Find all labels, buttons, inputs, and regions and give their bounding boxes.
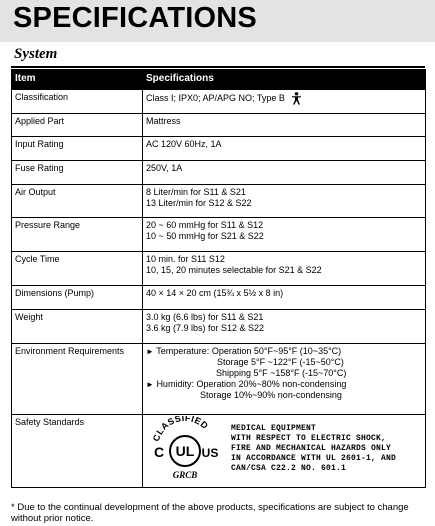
column-header-item: Item (12, 70, 143, 90)
ul-mark-bottom-text: GRCB (172, 470, 198, 480)
value-line: 8 Liter/min for S11 & S21 (146, 187, 246, 197)
temperature-storage: Storage 5°F ~122°F (-15~50°C) (217, 357, 344, 367)
humidity-line (146, 379, 422, 390)
table-row (12, 286, 426, 310)
ul-mark-center-text: UL (175, 443, 195, 459)
table-row (12, 114, 426, 137)
value-line: 10, 15, 20 minutes selectable for S21 & S22 (146, 265, 322, 275)
temperature-shipping: Shipping 5°F ~158°F (-15~70°C) (216, 368, 347, 378)
row-label: Pressure Range (12, 218, 143, 252)
table-row (12, 137, 426, 161)
ul-mark-right-text: US (201, 446, 219, 460)
row-value: Mattress (143, 114, 426, 137)
row-label: Applied Part (12, 114, 143, 137)
row-value: AC 120V 60Hz, 1A (143, 137, 426, 161)
row-value: 40 × 14 × 20 cm (15¾ x 5½ x 8 in) (143, 286, 426, 310)
row-label: Weight (12, 310, 143, 344)
row-value (143, 415, 426, 488)
cert-line: IN ACCORDANCE WITH UL 2601-1, AND (231, 454, 397, 463)
ul-mark-top-text: CLASSIFIED (150, 416, 211, 443)
temperature-line (146, 346, 422, 357)
row-label: Cycle Time (12, 252, 143, 286)
humidity-label: Humidity: (156, 379, 194, 389)
row-label: Safety Standards (12, 415, 143, 488)
cert-line: FIRE AND MECHANICAL HAZARDS ONLY (231, 444, 392, 453)
row-label: Classification (12, 90, 143, 114)
humidity-operation: Operation 20%~80% non-condensing (196, 379, 347, 389)
column-header-specifications: Specifications (143, 70, 426, 90)
ul-mark-left-text: C (153, 444, 165, 460)
section-divider (11, 66, 425, 68)
bullet-arrow-icon: ► (146, 347, 154, 356)
section-title: System (14, 46, 58, 62)
table-row (12, 218, 426, 252)
specifications-table (11, 69, 426, 488)
temperature-operation: Operation 50°F~95°F (10~35°C) (211, 346, 342, 356)
value-line: 3.0 kg (6.6 lbs) for S11 & S21 (146, 312, 264, 322)
row-value: 250V, 1A (143, 161, 426, 185)
classification-value: Class I; IPX0; AP/APG NO; Type B (146, 93, 285, 103)
row-label: Fuse Rating (12, 161, 143, 185)
table-row (12, 415, 426, 488)
value-line: 20 ~ 60 mmHg for S11 & S12 (146, 220, 264, 230)
table-row (12, 344, 426, 415)
value-line: 10 min. for S11 S12 (146, 254, 225, 264)
cert-line: MEDICAL EQUIPMENT (231, 424, 317, 433)
value-line: 13 Liter/min for S12 & S22 (146, 198, 252, 208)
table-row (12, 310, 426, 344)
table-row (12, 161, 426, 185)
row-value (143, 252, 426, 286)
ul-classified-logo (146, 416, 224, 485)
row-label: Dimensions (Pump) (12, 286, 143, 310)
ul-certification-text (231, 424, 396, 474)
svg-text:CLASSIFIED (151, 416, 210, 443)
value-line: 10 ~ 50 mmHg for S21 & S22 (146, 231, 264, 241)
humidity-storage: Storage 10%~90% non-condensing (200, 390, 342, 400)
row-label: Air Output (12, 185, 143, 218)
cert-line: CAN/CSA C22.2 NO. 601.1 (231, 464, 347, 473)
row-value (143, 218, 426, 252)
table-row (12, 185, 426, 218)
table-row (12, 90, 426, 114)
row-value (143, 90, 426, 114)
value-line: 3.6 kg (7.9 lbs) for S12 & S22 (146, 323, 265, 333)
row-value (143, 344, 426, 415)
table-row (12, 252, 426, 286)
person-type-b-icon (291, 92, 302, 108)
bullet-arrow-icon: ► (146, 380, 154, 389)
footnote: * Due to the continual development of the above products, specifications are subject to change without prior notice. (11, 502, 409, 524)
page-title: SPECIFICATIONS (13, 2, 257, 34)
cert-line: WITH RESPECT TO ELECTRIC SHOCK, (231, 434, 387, 443)
row-value (143, 310, 426, 344)
temperature-label: Temperature: (156, 346, 210, 356)
row-value (143, 185, 426, 218)
row-label: Input Rating (12, 137, 143, 161)
table-header-row (12, 70, 426, 90)
row-label: Environment Requirements (12, 344, 143, 415)
